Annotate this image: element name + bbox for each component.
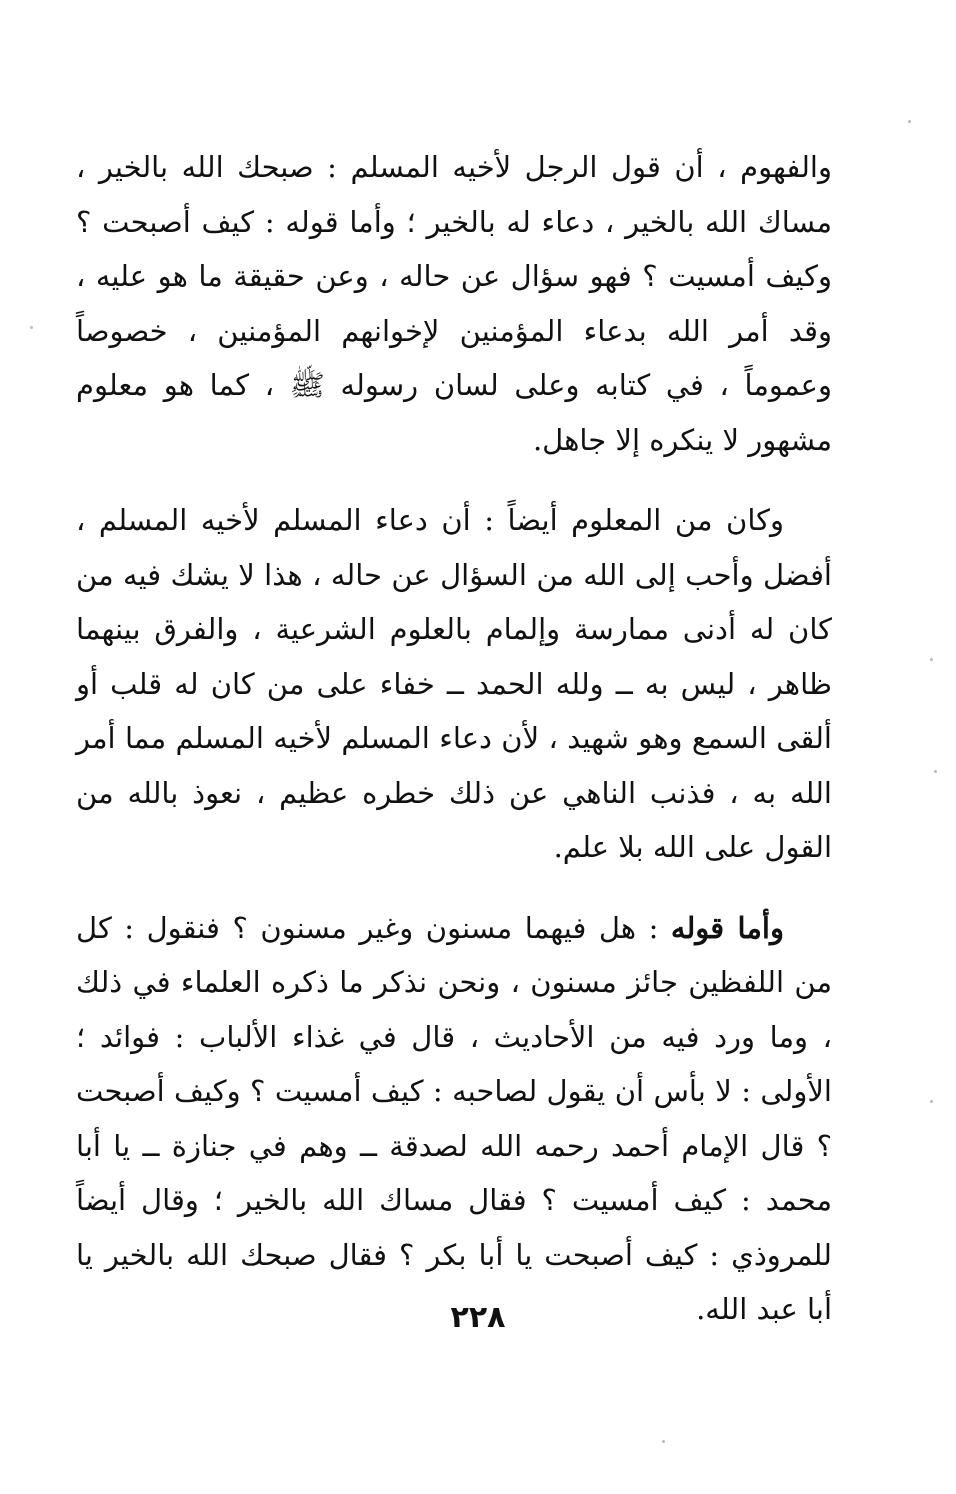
paragraph-2-text: وكان من المعلوم أيضاً : أن دعاء المسلم لأخيه المسلم ، أفضل وأحب إلى الله من السؤال عن حاله ، هذا لا يشك فيه من كان له أدنى ممارسة وإلمام بالعلوم الشرعية ، والفرق بينهما ظاهر ، ليس به ــ ولله الحمد ــ خفاء على من كان له قلب أو ألقى السمع وهو شهيد ، لأن دعاء المسلم لأخيه المسلم مما أمر الله به ، فذنب الناهي عن ذلك خطره عظيم ، نعوذ بالله من القول على الله بلا علم. [76,503,832,864]
scan-speck [930,1100,933,1103]
paragraph-1-text: والفهوم ، أن قول الرجل لأخيه المسلم : صبحك الله بالخير ، مساك الله بالخير ، دعاء له بالخير ؛ وأما قوله : كيف أصبحت ؟ وكيف أمسيت ؟ فهو سؤال عن حاله ، وعن حقيقة ما هو عليه ، وقد أمر الله بدعاء المؤمنين لإخوانهم المؤمنين ، خصوصاً وعموماً ، في كتابه وعلى لسان رسوله ﷺ ، كما هو معلوم مشهور لا ينكره إلا جاهل. [76,150,832,457]
paragraph-1 [76,140,832,467]
scan-speck [934,770,937,773]
paragraph-2 [76,493,832,875]
paragraph-3-text: : هل فيهما مسنون وغير مسنون ؟ فنقول : كل من اللفظين جائز مسنون ، ونحن نذكر ما ذكره العلماء في ذلك ، وما ورد فيه من الأحاديث ، قال في غذاء الألباب : فوائد ؛ الأولى : لا بأس أن يقول لصاحبه : كيف أمسيت ؟ وكيف أصبحت ؟ قال الإمام أحمد رحمه الله لصدقة ــ وهم في جنازة ــ يا أبا محمد : كيف أمسيت ؟ فقال مساك الله بالخير ؛ وقال أيضاً للمروذي : كيف أصبحت يا أبا بكر ؟ فقال صبحك الله بالخير يا أبا عبد الله. [76,910,832,1326]
scan-speck [30,326,33,329]
scan-speck [930,658,933,661]
scan-speck [662,1440,665,1443]
page-number: ٢٢٨ [450,1300,506,1335]
scan-speck [908,120,911,123]
paragraph-3-lead: وأما قوله [670,910,784,945]
paragraph-3 [76,901,832,1337]
page-body [76,140,832,1360]
